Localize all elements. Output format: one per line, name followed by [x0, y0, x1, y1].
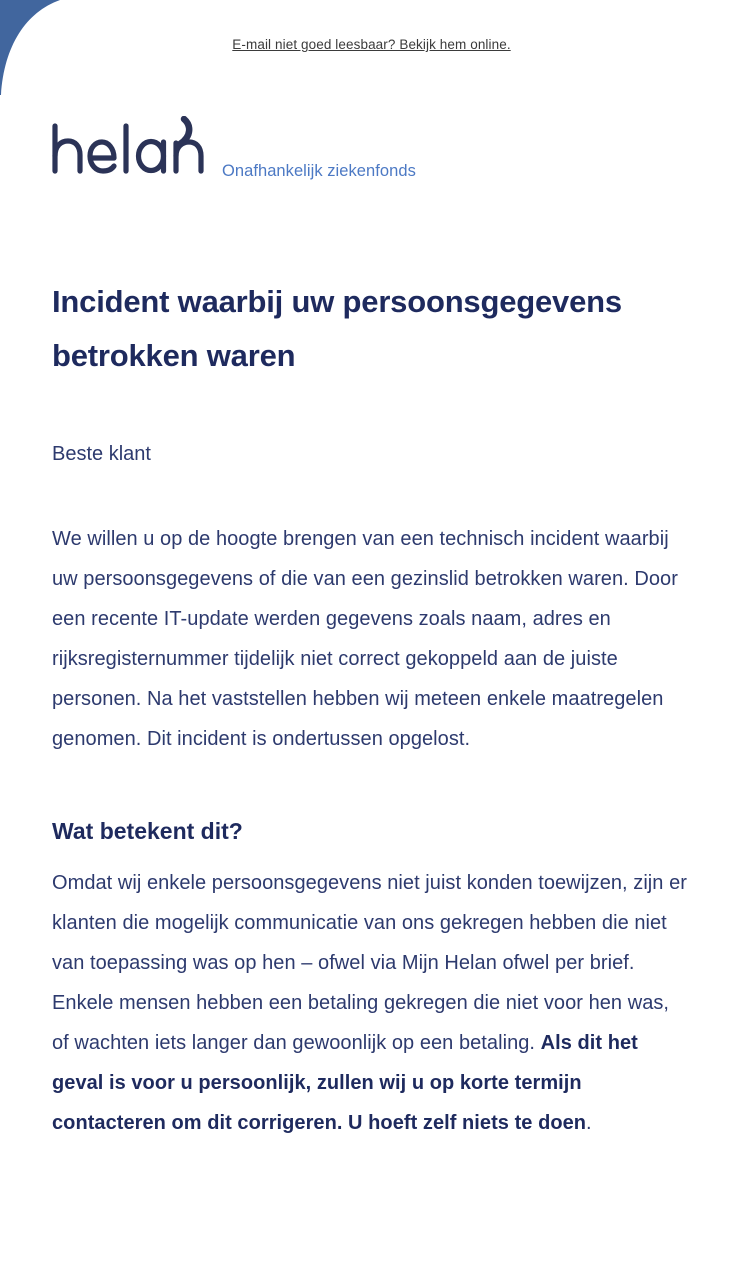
section-heading-what-does-this-mean: Wat betekent dit? [52, 818, 243, 844]
salutation: Beste klant [52, 443, 151, 465]
paragraph-what-does-this-mean [52, 845, 691, 1143]
paragraph-tail-text: . [586, 1112, 592, 1134]
paragraph-incident-description: We willen u op de hoogte brengen van een technisch incident waarbij uw persoonsgegevens of die van een gezinslid betrokken waren. Door een recente IT-update werden gegevens zoals naam, adres en rijksregisternummer tijdelijk niet correct gekoppeld aan de juiste personen. Na het vaststellen hebben wij meteen enkele maatregelen genomen. Dit incident is ondertussen opgelost. [52, 528, 678, 750]
paragraph-lead-text: Omdat wij enkele persoonsgegevens niet juist konden toewijzen, zijn er klanten die mogelijk communicatie van ons gekregen hebben die niet van toepassing was op hen – ofwel via Mijn Helan ofwel per brief. Enkele mensen hebben een betaling gekregen die niet voor hen was, of wachten iets langer dan gewoonlijk op een betaling. [52, 872, 687, 1054]
brand-logo [0, 116, 743, 183]
preheader [0, 0, 743, 54]
paragraph-bold-emphasis: Als dit het geval is voor u persoonlijk, zullen wij u op korte termijn contacteren om dit corrigeren. U hoeft zelf niets te doen [52, 1032, 638, 1134]
view-online-link[interactable]: E-mail niet goed leesbaar? Bekijk hem online. [232, 37, 511, 52]
main-content [0, 183, 743, 1143]
helan-wordmark-icon [50, 116, 210, 183]
logo-tagline: Onafhankelijk ziekenfonds [222, 162, 416, 180]
page-title: Incident waarbij uw persoonsgegevens betrokken waren [52, 284, 622, 373]
